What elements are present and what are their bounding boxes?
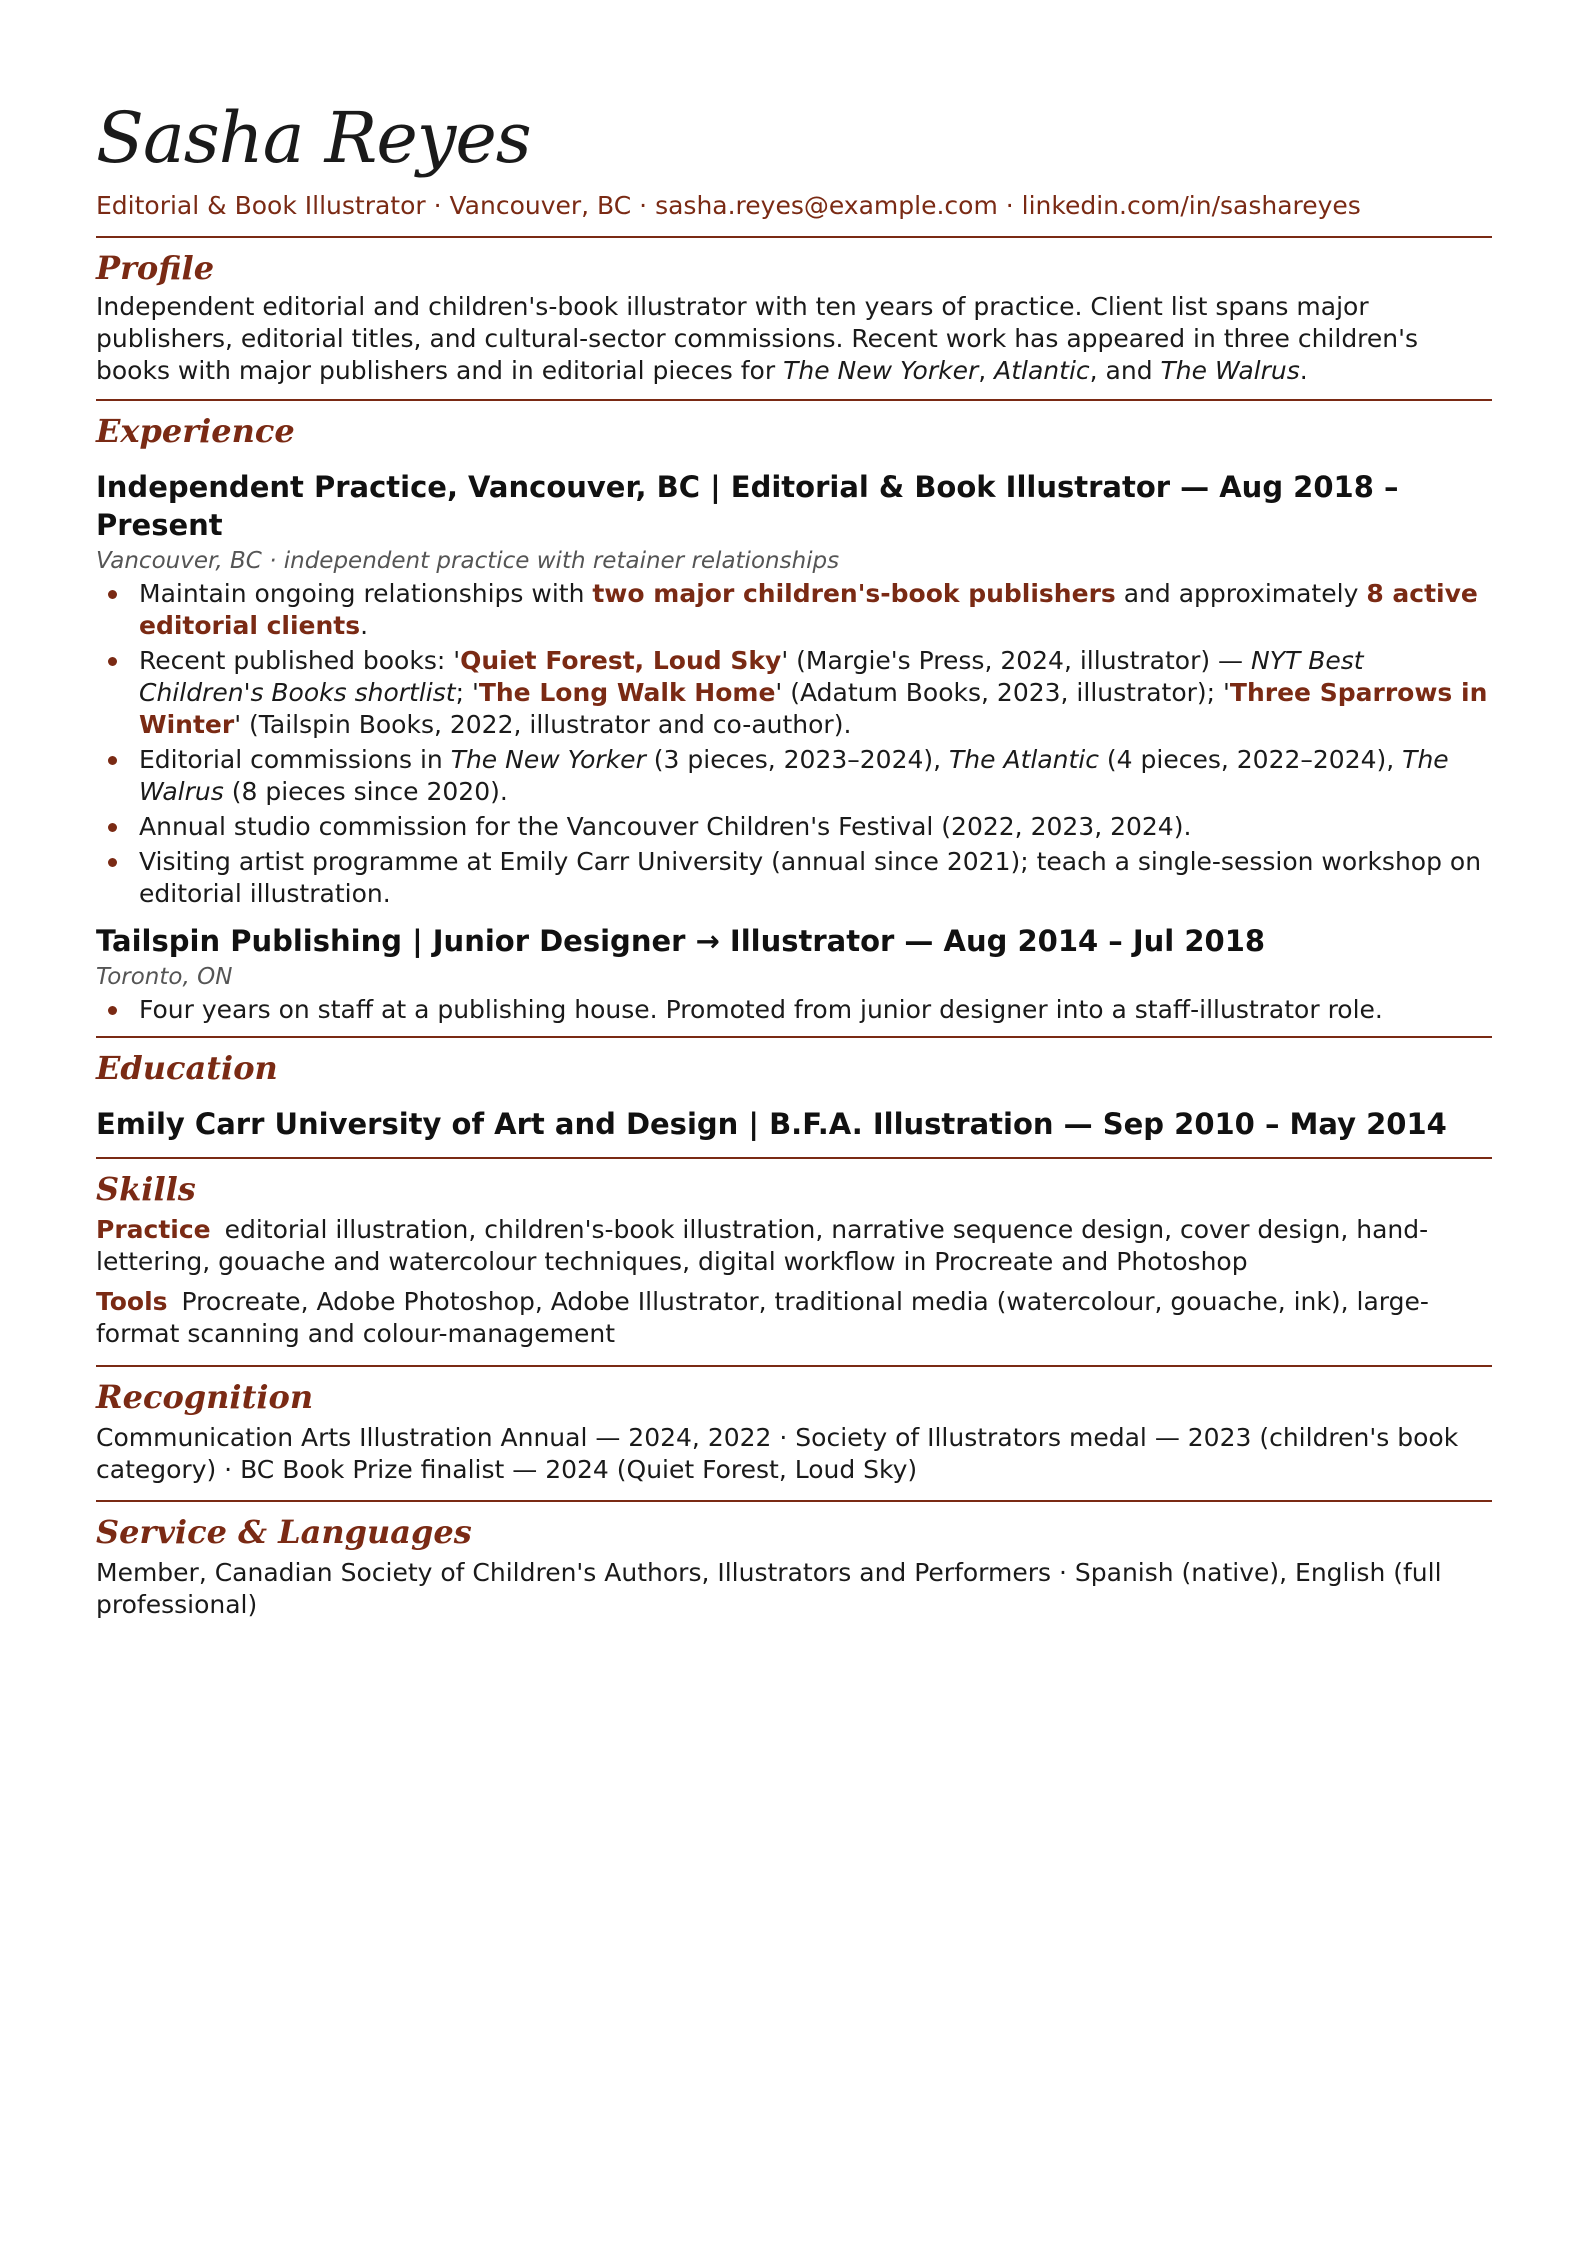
bullet-text: and approximately: [1115, 579, 1367, 608]
service-text: Member, Canadian Society of Children's Authors, Illustrators and Performers · Spanish (native), English (full professional): [96, 1558, 1442, 1619]
bullet-text: ; ': [455, 678, 479, 707]
profile-heading: Profile: [96, 249, 215, 287]
skills-heading: Skills: [96, 1170, 196, 1208]
bullet-text: .: [360, 611, 369, 640]
education-entry: Emily Carr University of Art and Design | B.F.A. Illustration — Sep 2010 – May 2014: [96, 1107, 1447, 1141]
bullet-item: [96, 744, 1492, 808]
skill-label: Practice: [96, 1215, 211, 1244]
job-title: Tailspin Publishing | Junior Designer → Illustrator — Aug 2014 – Jul 2018: [96, 924, 1266, 958]
job-title: Independent Practice, Vancouver, BC | Editorial & Book Illustrator — Aug 2018 – Present: [96, 470, 1399, 542]
highlight-text: two major children's-book publishers: [592, 579, 1116, 608]
job-subtitle: Toronto, ON: [96, 964, 233, 990]
italic-text: The Atlantic: [949, 745, 1099, 774]
italic-text: The New Yorker: [450, 745, 646, 774]
italic-text: The Walrus: [139, 745, 1449, 806]
highlight-text: The Long Walk Home: [478, 678, 776, 707]
recognition-heading: Recognition: [96, 1378, 314, 1416]
bullet-text: ' (Tailspin Books, 2022, illustrator and co-author).: [234, 710, 852, 739]
highlight-text: Quiet Forest, Loud Sky: [460, 646, 782, 675]
contact-line: Editorial & Book Illustrator · Vancouver, BC · sasha.reyes@example.com · linkedin.com/in/sashareyes: [96, 191, 1361, 220]
highlight-text: 8 active editorial clients: [139, 579, 1478, 640]
bullet-text: Maintain ongoing relationships with: [139, 579, 593, 608]
profile-pub-1: The New Yorker: [783, 356, 979, 385]
bullet-text: Visiting artist programme at Emily Carr University (annual since 2021); teach a single-session workshop on editorial illustration.: [139, 847, 1482, 908]
bullet-item: [96, 645, 1492, 741]
skill-row-practice: [96, 1214, 1492, 1278]
profile-end: .: [1299, 356, 1308, 385]
skill-label: Tools: [96, 1287, 168, 1316]
experience-heading: Experience: [96, 412, 295, 450]
profile-text: Independent editorial and children's-book illustrator with ten years of practice. Client list spans major publishers, editorial titles, and cultural-sector commissions. Recent work has appeared in three children's books with major publishers and in editorial pieces for: [96, 292, 1419, 385]
education-heading: Education: [96, 1049, 278, 1087]
skill-text: Procreate, Adobe Photoshop, Adobe Illustrator, traditional media (watercolour, gouache, ink), large-format scanning and colour-management: [96, 1287, 1429, 1348]
bullet-item: [96, 578, 1492, 642]
job-bullets: [96, 994, 1492, 1026]
section-divider: [96, 236, 1492, 238]
bullet-text: Editorial commissions in: [139, 745, 451, 774]
bullet-text: (8 pieces since 2020).: [223, 777, 508, 806]
section-divider: [96, 1365, 1492, 1367]
section-divider: [96, 1157, 1492, 1159]
job-subtitle: Vancouver, BC · independent practice with retainer relationships: [96, 548, 840, 574]
skill-text: editorial illustration, children's-book illustration, narrative sequence design, cover design, hand-lettering, gouache and watercolour techniques, digital workflow in Procreate and Photoshop: [96, 1215, 1429, 1276]
section-divider: [96, 1036, 1492, 1038]
italic-text: NYT Best Children's Books shortlist: [139, 646, 1364, 707]
resume-name: Sasha Reyes: [96, 97, 531, 179]
bullet-text: Annual studio commission for the Vancouver Children's Festival (2022, 2023, 2024).: [139, 812, 1192, 841]
skill-row-tools: [96, 1286, 1492, 1350]
bullet-text: Recent published books: ': [139, 646, 461, 675]
bullet-item: [96, 994, 1492, 1026]
profile-summary: [96, 291, 1492, 387]
highlight-text: Three Sparrows in Winter: [139, 678, 1488, 739]
profile-sep-2: , and: [1089, 356, 1161, 385]
profile-pub-2: Atlantic: [994, 356, 1090, 385]
bullet-text: ' (Adatum Books, 2023, illustrator); ': [775, 678, 1230, 707]
section-divider: [96, 1500, 1492, 1502]
bullet-text: (3 pieces, 2023–2024),: [645, 745, 950, 774]
job-bullets: [96, 578, 1492, 910]
bullet-item: [96, 811, 1492, 843]
bullet-item: [96, 846, 1492, 910]
profile-pub-3: The Walrus: [1160, 356, 1300, 385]
service-heading: Service & Languages: [96, 1513, 472, 1551]
bullet-text: Four years on staff at a publishing house. Promoted from junior designer into a staff-illustrator role.: [139, 995, 1383, 1024]
resume-page: [96, 96, 1492, 1621]
bullet-text: ' (Margie's Press, 2024, illustrator) —: [781, 646, 1251, 675]
section-divider: [96, 399, 1492, 401]
profile-sep-1: ,: [978, 356, 995, 385]
bullet-text: (4 pieces, 2022–2024),: [1098, 745, 1403, 774]
recognition-text: Communication Arts Illustration Annual — 2024, 2022 · Society of Illustrators medal — 2023 (children's book category) · BC Book Prize finalist — 2024 (Quiet Forest, Loud Sky): [96, 1423, 1459, 1484]
